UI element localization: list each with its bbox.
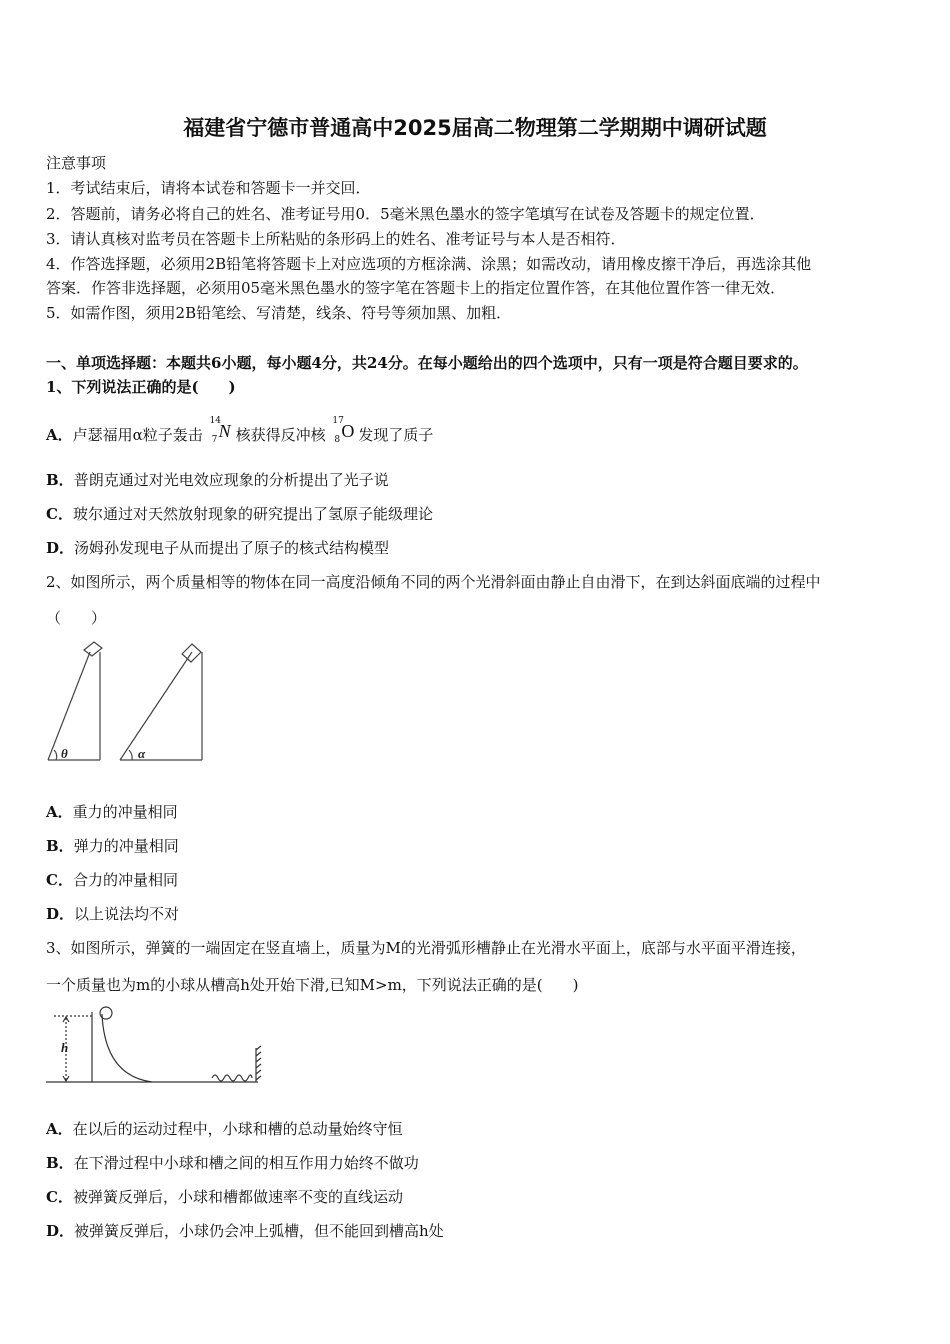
option-2c — [46, 869, 178, 890]
notice-item: 5．如需作图，须用2B铅笔绘、写清楚，线条、符号等须加黑、加粗． — [46, 304, 512, 322]
notice-item: 4．作答选择题，必须用2B铅笔将答题卡上对应选项的方框涂满、涂黑；如需改动，请用橡皮擦干净后，再选涂其他 — [46, 255, 812, 273]
option-letter: D． — [46, 1222, 75, 1240]
angle-theta-label: θ — [61, 746, 68, 761]
option-text: 玻尔通过对天然放射现象的研究提出了氢原子能级理论 — [72, 505, 433, 523]
option-1d — [46, 537, 389, 558]
option-1a — [46, 416, 434, 445]
option-letter: B． — [46, 471, 74, 489]
atomic-number: 8 — [334, 435, 341, 445]
option-text: 汤姆孙发现电子从而提出了原子的核式结构模型 — [74, 539, 390, 557]
option-letter: C． — [46, 871, 73, 889]
option-letter: D． — [46, 905, 75, 923]
atomic-number: 7 — [211, 435, 218, 445]
option-3d — [46, 1220, 444, 1241]
option-letter: C． — [46, 1188, 73, 1206]
option-text: 以上说法均不对 — [74, 905, 180, 923]
arc-groove-spring-figure — [44, 1002, 264, 1090]
option-letter: A． — [46, 426, 73, 444]
option-text: 合力的冲量相同 — [72, 871, 178, 889]
option-text: 在以后的运动过程中，小球和槽的总动量始终守恒 — [72, 1120, 403, 1138]
option-3b — [46, 1152, 419, 1173]
option-2b — [46, 835, 179, 856]
option-text: 核获得反冲核 — [235, 426, 326, 444]
element-symbol: N — [218, 421, 231, 441]
element-symbol: O — [341, 421, 355, 441]
notice-item: 2．答题前，请务必将自己的姓名、准考证号用0．5毫米黑色墨水的签字笔填写在试卷及答题卡的规定位置． — [46, 205, 765, 223]
height-label: h — [61, 1040, 69, 1055]
question-stem-2: 2、如图所示，两个质量相等的物体在同一高度沿倾角不同的两个光滑斜面由静止自由滑下，在到达斜面底端的过程中 — [46, 573, 821, 591]
option-text: 卢瑟福用α粒子轰击 — [72, 426, 203, 444]
option-letter: A． — [46, 1120, 73, 1138]
inclined-planes-figure — [44, 640, 214, 766]
option-text: 被弹簧反弹后，小球和槽都做速率不变的直线运动 — [72, 1188, 403, 1206]
option-letter: D． — [46, 539, 75, 557]
option-letter: C． — [46, 505, 73, 523]
notice-heading: 注意事项 — [46, 154, 107, 172]
question-stem-2-cont: （ ） — [46, 609, 107, 627]
option-2d — [46, 903, 179, 924]
option-text: 在下滑过程中小球和槽之间的相互作用力始终不做功 — [73, 1154, 419, 1172]
option-text: 弹力的冲量相同 — [73, 837, 179, 855]
option-text: 被弹簧反弹后，小球仍会冲上弧槽，但不能回到槽高h处 — [74, 1222, 444, 1240]
angle-alpha-label: α — [138, 746, 146, 761]
option-letter: B． — [46, 1154, 74, 1172]
question-stem-3-cont: 一个质量也为m的小球从槽高h处开始下滑,已知M>m，下列说法正确的是( ) — [46, 976, 579, 994]
question-stem-3: 3、如图所示，弹簧的一端固定在竖直墙上，质量为M的光滑弧形槽静止在光滑水平面上，底部与水平面平滑连接， — [46, 939, 806, 957]
option-text: 发现了质子 — [358, 426, 434, 444]
oxygen-nuclide — [332, 416, 356, 445]
notice-item: 3．请认真核对监考员在答题卡上所粘贴的条形码上的姓名、准考证号与本人是否相符． — [46, 230, 626, 248]
page-title: 福建省宁德市普通高中2025届高二物理第二学期期中调研试题 — [183, 116, 767, 140]
option-1b — [46, 469, 389, 490]
nitrogen-nuclide — [209, 416, 234, 445]
option-3c — [46, 1186, 403, 1207]
notice-item: 1．考试结束后，请将本试卷和答题卡一并交回． — [46, 179, 371, 197]
mass-number: 14 — [209, 416, 222, 426]
question-stem-1: 1、下列说法正确的是( ) — [46, 378, 236, 396]
option-text: 普朗克通过对光电效应现象的分析提出了光子说 — [73, 471, 389, 489]
option-2a — [46, 801, 178, 822]
option-text: 重力的冲量相同 — [72, 803, 178, 821]
option-3a — [46, 1118, 403, 1139]
option-letter: B． — [46, 837, 74, 855]
option-1c — [46, 503, 433, 524]
notice-item: 答案．作答非选择题，必须用05毫米黑色墨水的签字笔在答题卡上的指定位置作答，在其他位置作答一律无效． — [46, 279, 786, 297]
mass-number: 17 — [332, 416, 344, 426]
option-letter: A． — [46, 803, 73, 821]
section-heading: 一、单项选择题：本题共6小题，每小题4分，共24分。在每小题给出的四个选项中，只有一项是符合题目要求的。 — [46, 354, 808, 372]
